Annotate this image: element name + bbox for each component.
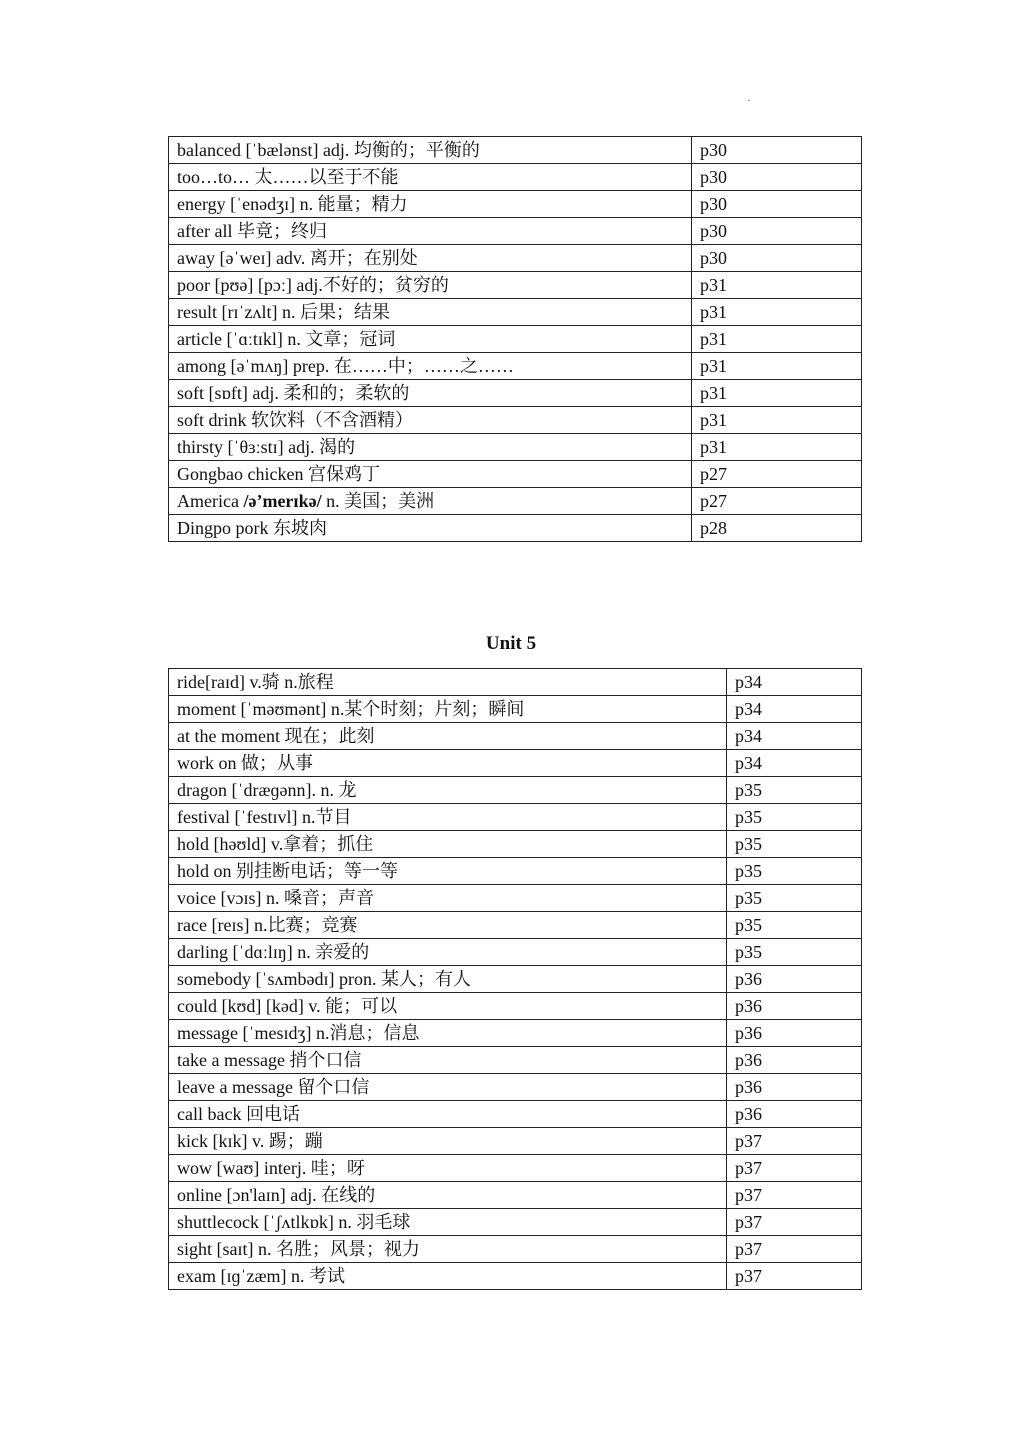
table-row xyxy=(169,380,862,407)
vocab-entry xyxy=(169,1101,727,1128)
vocab-word: America xyxy=(177,491,239,511)
vocab-entry xyxy=(169,723,727,750)
page-ref: p31 xyxy=(692,272,862,299)
vocab-entry xyxy=(169,164,692,191)
vocab-word: result [rɪˈzʌlt] n. 后果；结果 xyxy=(177,302,390,322)
table-row xyxy=(169,804,862,831)
vocab-entry xyxy=(169,831,727,858)
page-ref: p37 xyxy=(727,1209,862,1236)
page-ref: p30 xyxy=(692,218,862,245)
table-row xyxy=(169,515,862,542)
vocab-entry xyxy=(169,191,692,218)
page-ref: p35 xyxy=(727,885,862,912)
vocab-word: wow [waʊ] interj. 哇；呀 xyxy=(177,1158,365,1178)
vocab-entry xyxy=(169,1047,727,1074)
vocab-entry xyxy=(169,1236,727,1263)
vocab-word: somebody [ˈsʌmbədɪ] pron. 某人；有人 xyxy=(177,969,471,989)
vocab-entry xyxy=(169,696,727,723)
vocab-entry xyxy=(169,407,692,434)
vocab-definition: n. 美国；美洲 xyxy=(321,491,435,511)
vocab-entry xyxy=(169,353,692,380)
page-ref: p35 xyxy=(727,804,862,831)
vocab-entry xyxy=(169,245,692,272)
table-row xyxy=(169,777,862,804)
page-ref: p35 xyxy=(727,939,862,966)
table-row xyxy=(169,1101,862,1128)
page-ref: p28 xyxy=(692,515,862,542)
vocab-entry xyxy=(169,966,727,993)
page-ref: p34 xyxy=(727,723,862,750)
vocab-entry xyxy=(169,1209,727,1236)
table-row xyxy=(169,1020,862,1047)
table-row xyxy=(169,1047,862,1074)
page-ref: p37 xyxy=(727,1182,862,1209)
table-row xyxy=(169,434,862,461)
page-ref: p35 xyxy=(727,912,862,939)
page-ref: p36 xyxy=(727,1074,862,1101)
page-ref: p27 xyxy=(692,488,862,515)
vocab-entry xyxy=(169,912,727,939)
vocab-word: hold [həʊld] v.拿着；抓住 xyxy=(177,834,374,854)
table-row xyxy=(169,353,862,380)
page-ref: p31 xyxy=(692,353,862,380)
vocab-entry xyxy=(169,1263,727,1290)
vocab-word: energy [ˈenədʒɪ] n. 能量；精力 xyxy=(177,194,408,214)
vocab-entry xyxy=(169,272,692,299)
vocab-word: after all 毕竟；终归 xyxy=(177,221,327,241)
vocab-word: hold on 别挂断电话；等一等 xyxy=(177,861,399,881)
vocab-word: sight [saɪt] n. 名胜；风景；视力 xyxy=(177,1239,420,1259)
vocab-word: moment [ˈməʊmənt] n.某个时刻；片刻；瞬间 xyxy=(177,699,525,719)
table-row xyxy=(169,966,862,993)
table-row xyxy=(169,1209,862,1236)
table-row xyxy=(169,461,862,488)
vocab-entry xyxy=(169,218,692,245)
page-ref: p31 xyxy=(692,326,862,353)
vocab-word: among [əˈmʌŋ] prep. 在……中；……之…… xyxy=(177,356,514,376)
table-row xyxy=(169,1128,862,1155)
table-row xyxy=(169,750,862,777)
table-row xyxy=(169,723,862,750)
vocab-word: balanced [ˈbælənst] adj. 均衡的；平衡的 xyxy=(177,140,480,160)
page-ref: p35 xyxy=(727,831,862,858)
vocab-word: shuttlecock [ˈʃʌtlkɒk] n. 羽毛球 xyxy=(177,1212,411,1232)
vocab-table-unit-5 xyxy=(168,668,862,1290)
table-row xyxy=(169,1236,862,1263)
page-ref: p30 xyxy=(692,164,862,191)
page-ref: p35 xyxy=(727,858,862,885)
vocab-entry xyxy=(169,939,727,966)
vocab-word: away [əˈweɪ] adv. 离开；在别处 xyxy=(177,248,418,268)
page-ref: p31 xyxy=(692,434,862,461)
page-ref: p31 xyxy=(692,380,862,407)
vocab-entry xyxy=(169,993,727,1020)
vocab-entry xyxy=(169,858,727,885)
vocab-word: festival [ˈfestɪvl] n.节目 xyxy=(177,807,352,827)
table-row xyxy=(169,696,862,723)
vocab-word: Dingpo pork 东坡肉 xyxy=(177,518,327,538)
vocab-entry xyxy=(169,1074,727,1101)
vocab-word: too…to… 太……以至于不能 xyxy=(177,167,399,187)
vocab-entry xyxy=(169,380,692,407)
vocab-word: poor [pʊə] [pɔː] adj.不好的；贫穷的 xyxy=(177,275,449,295)
page-ref: p30 xyxy=(692,245,862,272)
vocab-word: darling [ˈdɑːlɪŋ] n. 亲爱的 xyxy=(177,942,370,962)
table-row xyxy=(169,993,862,1020)
vocab-word: thirsty [ˈθɜːstɪ] adj. 渴的 xyxy=(177,437,356,457)
vocab-entry xyxy=(169,1182,727,1209)
page-ref: p31 xyxy=(692,407,862,434)
page-ref: p34 xyxy=(727,669,862,696)
table-row xyxy=(169,1074,862,1101)
table-row xyxy=(169,191,862,218)
vocab-entry xyxy=(169,299,692,326)
vocab-entry xyxy=(169,1020,727,1047)
table-row xyxy=(169,1155,862,1182)
vocab-word: voice [vɔɪs] n. 嗓音；声音 xyxy=(177,888,374,908)
table-row xyxy=(169,488,862,515)
table-row xyxy=(169,885,862,912)
vocab-word: work on 做；从事 xyxy=(177,753,313,773)
vocab-word: message [ˈmesɪdʒ] n.消息；信息 xyxy=(177,1023,420,1043)
page-ref: p35 xyxy=(727,777,862,804)
table-row xyxy=(169,218,862,245)
table-row xyxy=(169,272,862,299)
page-ref: p37 xyxy=(727,1236,862,1263)
vocab-entry xyxy=(169,461,692,488)
page-ref: p31 xyxy=(692,299,862,326)
table-row xyxy=(169,912,862,939)
table-row xyxy=(169,1182,862,1209)
table-row xyxy=(169,326,862,353)
page-ref: p36 xyxy=(727,993,862,1020)
page-ref: p30 xyxy=(692,191,862,218)
table-row xyxy=(169,299,862,326)
vocab-entry xyxy=(169,1155,727,1182)
vocab-entry xyxy=(169,669,727,696)
vocab-word: online [ɔn'laɪn] adj. 在线的 xyxy=(177,1185,376,1205)
page-ref: p36 xyxy=(727,1101,862,1128)
table-row xyxy=(169,137,862,164)
page-ref: p36 xyxy=(727,966,862,993)
vocab-word: article [ˈɑːtɪkl] n. 文章；冠词 xyxy=(177,329,396,349)
vocab-word: soft drink 软饮料（不含酒精） xyxy=(177,410,413,430)
vocab-entry xyxy=(169,326,692,353)
page-ref: p37 xyxy=(727,1128,862,1155)
vocab-phonetic: /ə’merɪkə/ xyxy=(238,491,322,511)
vocab-word: take a message 捎个口信 xyxy=(177,1050,362,1070)
vocab-word: leave a message 留个口信 xyxy=(177,1077,370,1097)
vocab-entry xyxy=(169,434,692,461)
table-row xyxy=(169,939,862,966)
table-row xyxy=(169,164,862,191)
section-title: Unit 5 xyxy=(485,633,537,654)
table-row xyxy=(169,1263,862,1290)
table-row xyxy=(169,831,862,858)
vocab-word: Gongbao chicken 宫保鸡丁 xyxy=(177,464,380,484)
vocab-table-unit-4 xyxy=(168,136,862,542)
vocab-word: exam [ɪɡˈzæm] n. 考试 xyxy=(177,1266,345,1286)
vocab-entry xyxy=(169,1128,727,1155)
vocab-entry xyxy=(169,137,692,164)
table-row xyxy=(169,669,862,696)
page-ref: p37 xyxy=(727,1263,862,1290)
vocab-entry xyxy=(169,804,727,831)
vocab-word: call back 回电话 xyxy=(177,1104,300,1124)
page-ref: p30 xyxy=(692,137,862,164)
vocab-entry xyxy=(169,515,692,542)
page-ref: p37 xyxy=(727,1155,862,1182)
vocab-word: race [reɪs] n.比赛；竞赛 xyxy=(177,915,358,935)
vocab-entry xyxy=(169,777,727,804)
table-row xyxy=(169,858,862,885)
vocab-entry xyxy=(169,885,727,912)
page-ref: p27 xyxy=(692,461,862,488)
vocab-entry xyxy=(169,750,727,777)
page-ref: p36 xyxy=(727,1047,862,1074)
vocab-word: kick [kɪk] v. 踢；蹦 xyxy=(177,1131,323,1151)
vocab-word: ride[raɪd] v.骑 n.旅程 xyxy=(177,672,334,692)
vocab-word: dragon [ˈdræɡənn]. n. 龙 xyxy=(177,780,357,800)
table-row xyxy=(169,245,862,272)
vocab-word: at the moment 现在；此刻 xyxy=(177,726,375,746)
table-row xyxy=(169,407,862,434)
vocab-entry xyxy=(169,488,692,515)
page-ref: p34 xyxy=(727,750,862,777)
page-ref: p36 xyxy=(727,1020,862,1047)
vocab-word: could [kʊd] [kəd] v. 能；可以 xyxy=(177,996,398,1016)
scan-speck xyxy=(748,100,750,101)
page-ref: p34 xyxy=(727,696,862,723)
vocab-word: soft [sɒft] adj. 柔和的；柔软的 xyxy=(177,383,410,403)
